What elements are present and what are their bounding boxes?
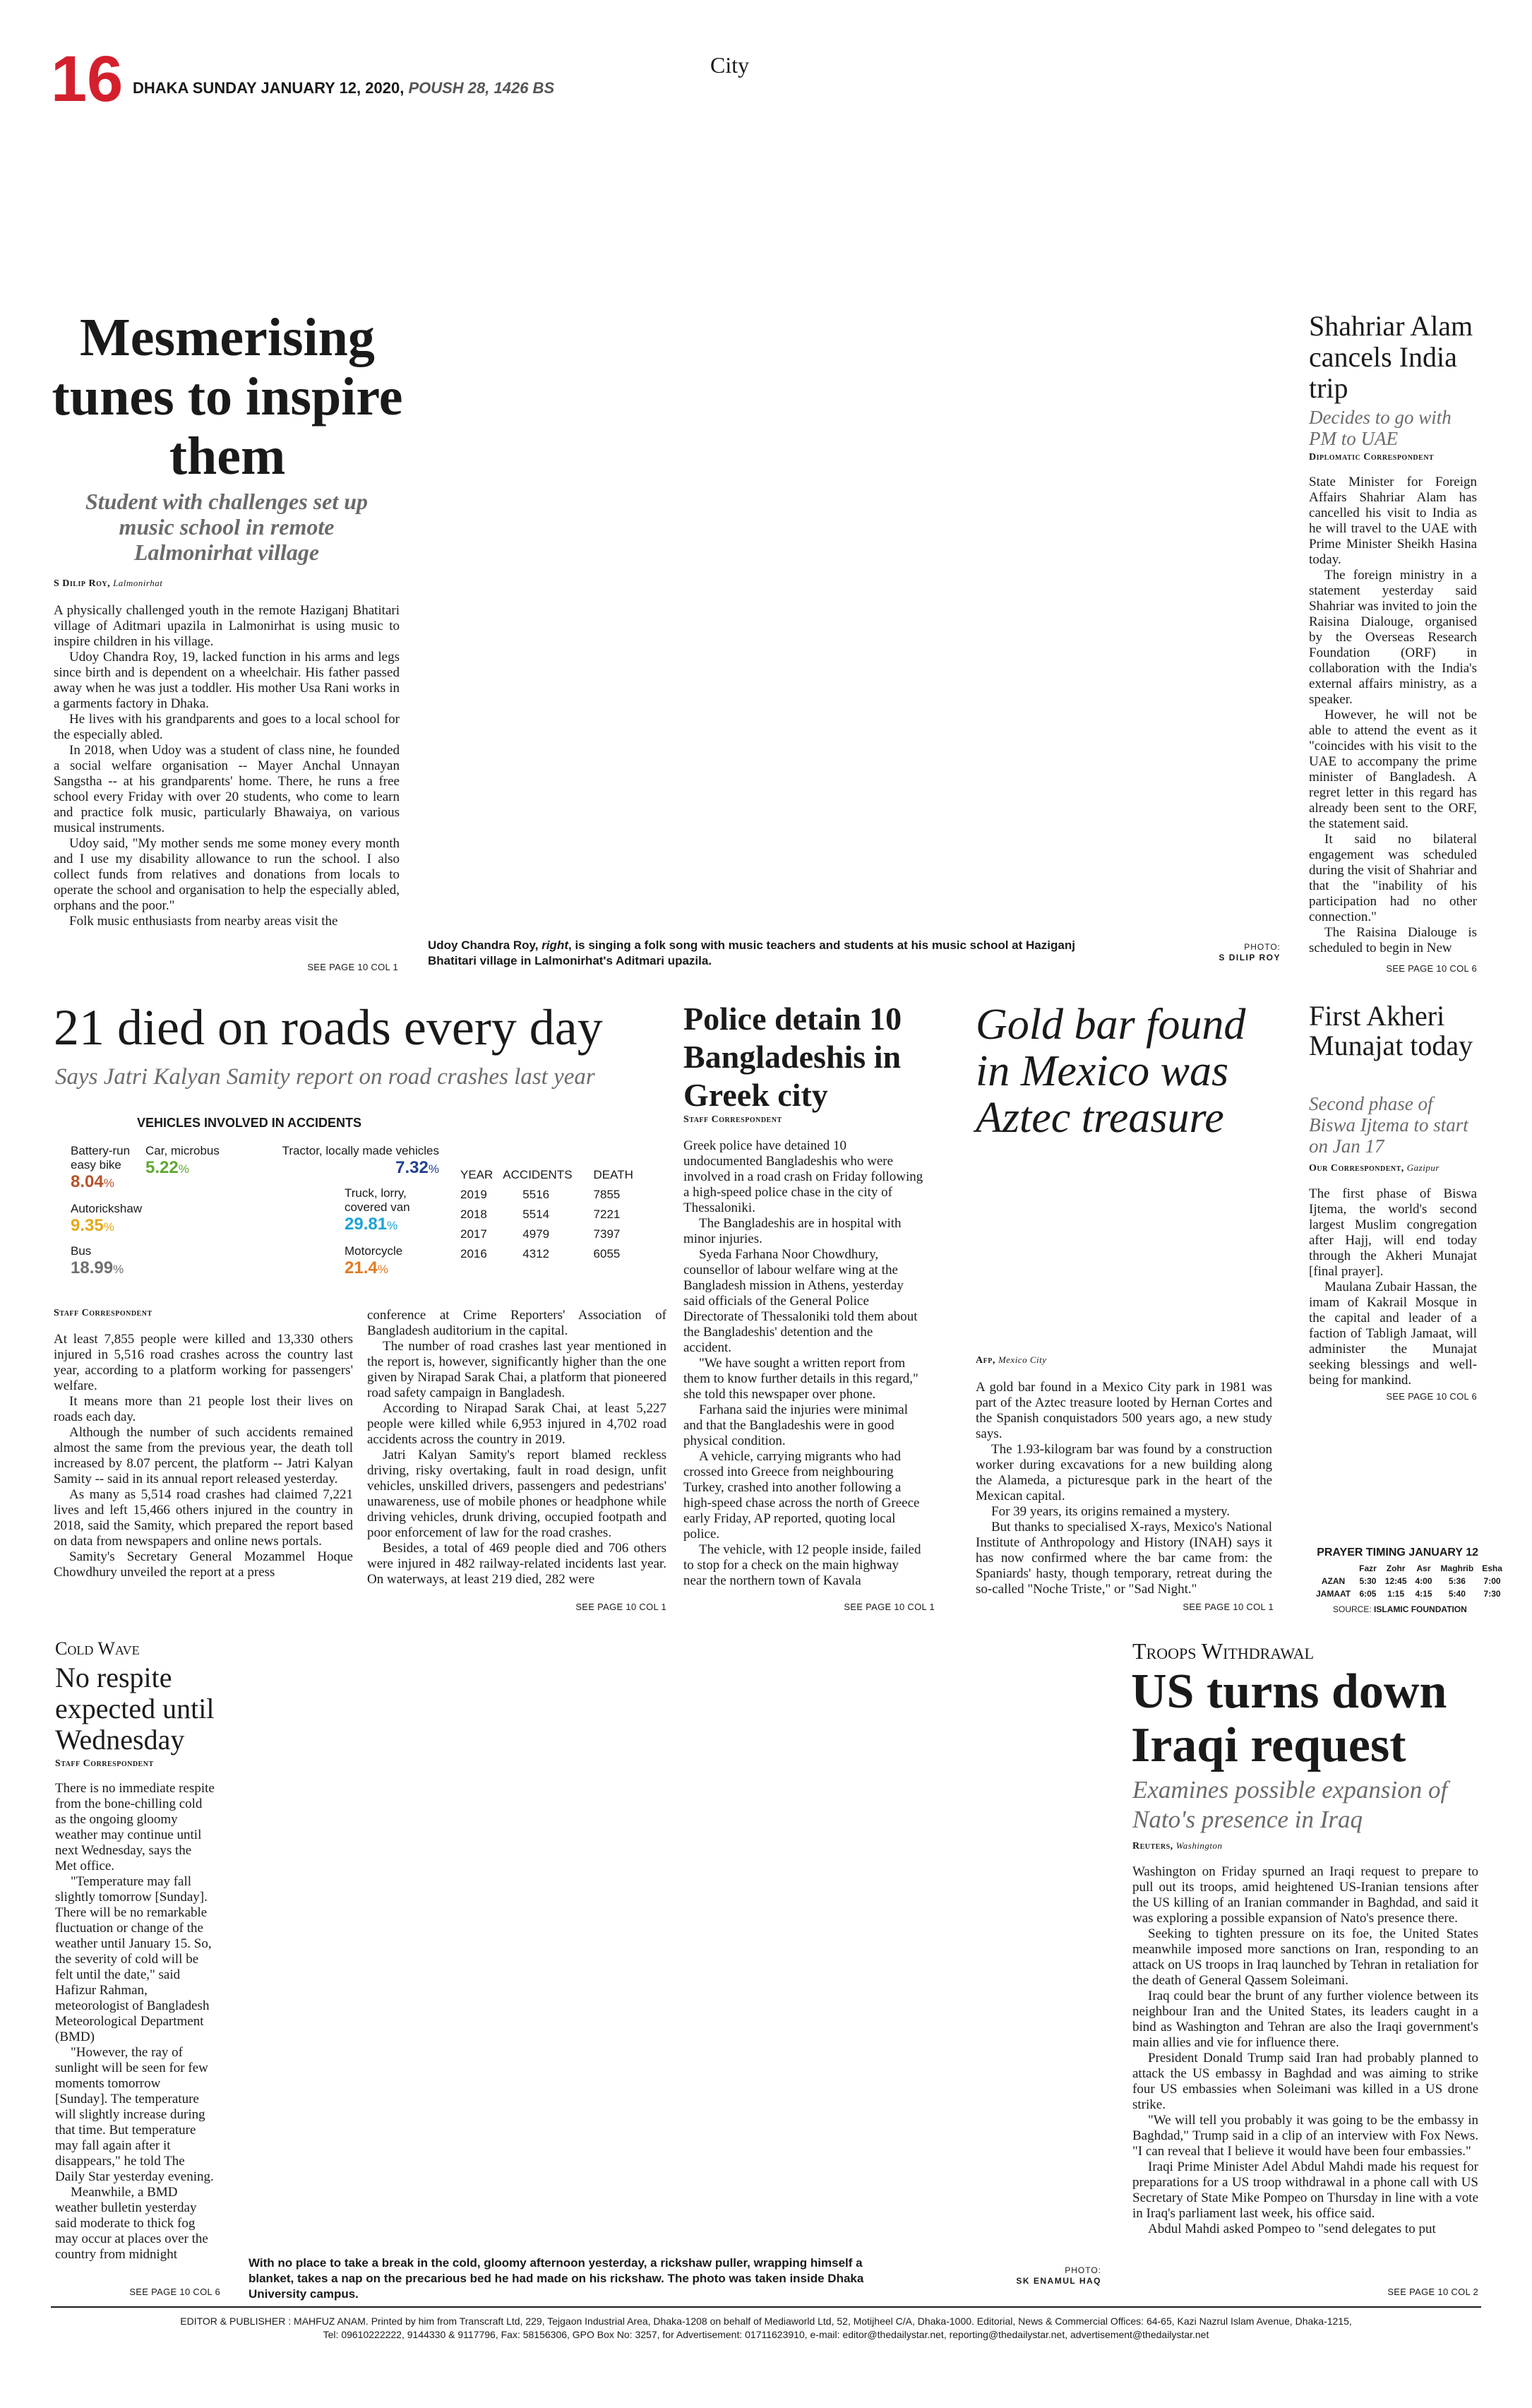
paragraph: The Bangladeshis are in hospital with minor injuries. (683, 1216, 902, 1246)
table-row: 2016 4312 6055 (460, 1247, 621, 1260)
iraq-subhead: Examines possible expansion of Nato's presence in Iraq (1132, 1776, 1448, 1833)
shahriar-see-page: SEE PAGE 10 COL 6 (1386, 963, 1477, 974)
coldwave-see-page: SEE PAGE 10 COL 6 (129, 2287, 220, 2297)
paragraph: "We will tell you probably it was going to be the embassy in Baghdad," Trump said in a clip of an interview with Fox News. "I can reveal that I believe it would have been four embassies." (1132, 2113, 1478, 2159)
gold-body (976, 1380, 1272, 1599)
paragraph: However, he will not be able to attend the event as it "coincides with his visit to the UAE to accompany the prime minister of Bangladesh. A regret letter in this regard has already been sent to the ORF, the statement said. (1309, 708, 1477, 831)
vehicle-stat-autorickshaw (71, 1202, 184, 1236)
caption-italic: right (541, 938, 568, 952)
roads-body-col2 (367, 1308, 666, 1597)
stat-label: Autorickshaw (71, 1202, 143, 1215)
accidents-table (460, 1165, 643, 1264)
table-row: 2017 4979 7397 (460, 1227, 621, 1241)
mesmerising-body (54, 603, 400, 958)
shahriar-body (1309, 475, 1477, 960)
paragraph: Udoy Chandra Roy, 19, lacked function in his arms and legs since birth and is dependent on a wheelchair. His father passed away when he was just a toddler. His mother Usa Rani works in a garments factory in Dhaka. (54, 650, 400, 711)
iraq-byline (1132, 1840, 1415, 1852)
shahriar-headline: Shahriar Alam cancels India trip (1309, 310, 1473, 404)
stat-value: 18.99% (71, 1258, 124, 1277)
credit-name: S DILIP ROY (1219, 953, 1281, 962)
section-title: City (710, 52, 750, 78)
coldwave-kicker: Cold Wave (55, 1638, 140, 1659)
table-header: YEAR (460, 1168, 493, 1181)
paragraph: As many as 5,514 road crashes had claimed 7,221 lives and left 15,466 others injured in the country in 2018, said the Samity, which prepared the report based on data from newspapers and online news portals. (54, 1487, 353, 1549)
roads-see-page: SEE PAGE 10 COL 1 (575, 1602, 666, 1612)
paragraph: A gold bar found in a Mexico City park in 1981 was part of the Aztec treasure looted by Hernan Cortes and the Spanish conquistadors 500 years ago, a new study says. (976, 1380, 1272, 1441)
footer-imprint (51, 2315, 1481, 2342)
akheri-byline (1309, 1162, 1492, 1174)
mesmerising-byline (54, 578, 407, 590)
paragraph: Seeking to tighten pressure on its foe, the United States meanwhile imposed more sanctions on Iran, responding to an attack on US troops in Iraq launched by Tehran in retaliation for the death of General Qassem Soleimani. (1132, 1926, 1478, 1988)
shahriar-byline: Diplomatic Correspondent (1309, 452, 1435, 463)
gold-bar-photo (976, 1158, 1272, 1350)
police-headline: Police detain 10 Bangladeshis in Greek city (683, 1001, 902, 1113)
credit-name: SK ENAMUL HAQ (1016, 2276, 1101, 2286)
iraq-headline: US turns down Iraqi request (1131, 1664, 1447, 1772)
byline-place: Gazipur (1406, 1162, 1440, 1173)
akheri-headline: First Akheri Munajat today (1309, 1000, 1473, 1061)
paragraph: Although the number of such accidents remained almost the same from the previous year, the death toll increased by 8.07 percent, the platform -- Jatri Kalyan Samity -- said in its annual report released yesterday. (54, 1425, 353, 1486)
iraq-body (1132, 1864, 1478, 2284)
music-school-photo (426, 297, 1281, 932)
paragraph: Maulana Zubair Hassan, the imam of Kakrail Mosque in the capital and leader of a faction of Tabligh Jamaat, will administer the Munajat seeking blessings and well-being for mankind. (1309, 1280, 1477, 1388)
credit-label: PHOTO: (1244, 942, 1281, 952)
vehicle-stat-truck (345, 1186, 450, 1234)
paragraph: Iraq could bear the brunt of any further violence between its neighbour Iran and the United States, its leaders caught in a bind as Washington and Tehran are also the Iraqi government's main allies and vie for influence there. (1132, 1989, 1478, 2050)
coldwave-byline: Staff Correspondent (55, 1758, 154, 1769)
paragraph: "Temperature may fall slightly tomorrow [Sunday]. There will be no remarkable fluctuation or change of the weather until January 15. So, the severity of cold will be felt until the date," said Hafizur Rahman, meteorologist of Bangladesh Meteorological Department (BMD) (55, 1874, 212, 2044)
stat-label: Motorcycle (345, 1244, 403, 1258)
paragraph: The first phase of Biswa Ijtema, the world's second largest Muslim congregation after Hajj, will end today through the Akheri Munajat [final prayer]. (1309, 1186, 1477, 1279)
paragraph: But thanks to specialised X-rays, Mexico's National Institute of Anthropology and History (INAH) says it has now confirmed where the bar came from: the Spaniards' hasty, though temporary, retreat during the so-called "Noche Triste," or "Sad Night." (976, 1520, 1272, 1597)
coldwave-body (55, 1781, 216, 2282)
paragraph: According to Nirapad Sarak Chai, at least 5,227 people were killed while 6,953 injured in 4,702 road accidents across the country in 2019. (367, 1401, 666, 1447)
page-number: 16 (51, 43, 124, 115)
rickshaw-photo-credit (960, 2265, 1101, 2287)
akheri-body (1309, 1186, 1477, 1388)
table-row: 2019 5516 7855 (460, 1188, 621, 1201)
paragraph: Washington on Friday spurned an Iraqi request to prepare to pull out its troops, amid heightened US-Iranian tensions after the US killing of an Iranian commander in Baghdad, and said it was exploring a possible expansion of Nato's presence there. (1132, 1864, 1478, 1926)
paragraph: A vehicle, carrying migrants who had crossed into Greece from neighbouring Turkey, crashed into another following a high-speed chase across the north of Greece early Friday, AP reported, quoting local police. (683, 1449, 920, 1542)
paragraph: There is no immediate respite from the bone-chilling cold as the ongoing gloomy weather may continue until next Wednesday, says the Met office. (55, 1781, 215, 1873)
prayer-jamaat-row: JAMAAT 6:05 1:15 4:15 5:40 7:30 (1316, 1589, 1501, 1599)
iraq-see-page: SEE PAGE 10 COL 2 (1387, 2287, 1478, 2297)
paragraph: State Minister for Foreign Affairs Shahriar Alam has cancelled his visit to India as he will travel to the UAE with Prime Minister Sheikh Hasina today. (1309, 475, 1477, 567)
footer-line1: EDITOR & PUBLISHER : MAHFUZ ANAM. Printed by him from Transcraft Ltd, 229, Tejgaon Industrial Area, Dhaka-1208 on behalf of Mediaworld Ltd, 52, Motijheel C/A, Dhaka-1000. Editorial, News & Commercial Offices: 64-65, Kazi Nazrul Islam Avenue, Dhaka-1215, (180, 2315, 1352, 2327)
vehicle-stat-easybike (71, 1144, 155, 1192)
stat-value: 7.32% (395, 1158, 439, 1177)
paragraph: The Raisina Dialouge is scheduled to begin in New (1309, 925, 1477, 955)
paragraph: Besides, a total of 469 people died and 706 others were injured in 482 railway-related incidents last year. On waterways, at least 219 died, 282 were (367, 1541, 666, 1587)
paragraph: The foreign ministry in a statement yesterday said Shahriar was invited to join the Raisina Dialouge, organised by the Overseas Research Foundation (ORF) in collaboration with the India's external affairs ministry, as a speaker. (1309, 568, 1477, 707)
paragraph: The vehicle, with 12 people inside, failed to stop for a check on the main highway near the northern town of Kavala (683, 1542, 921, 1588)
paragraph: Iraqi Prime Minister Adel Abdul Mahdi made his request for preparations for a US troop withdrawal in a phone call with US Secretary of State Mike Pompeo on Thursday in line with a vote in Iraq's parliament last week, his office said. (1132, 2159, 1478, 2221)
paragraph: Farhana said the injuries were minimal and that the Bangladeshis were in good physical condition. (683, 1402, 908, 1448)
paragraph: It means more than 21 people lost their lives on roads each day. (54, 1394, 353, 1424)
paragraph: Abdul Mahdi asked Pompeo to "send delegates to put (1148, 2222, 1436, 2236)
rickshaw-photo (247, 1631, 1106, 2253)
table-header-row (460, 1165, 643, 1185)
akheri-subhead: Second phase of Biswa Ijtema to start on Jan 17 (1309, 1093, 1468, 1157)
vehicle-stat-car (145, 1144, 251, 1178)
paragraph: Jatri Kalyan Samity's report blamed reckless driving, risky overtaking, fault in road design, unfit vehicles, unskilled drivers, passengers and pedestrians' unawareness, use of mobile phones or headphone while driving vehicles, drunk driving, occupied footpath and poor enforcement of law for the road crashes. (367, 1448, 666, 1540)
paragraph: The number of road crashes last year mentioned in the report is, however, significantly higher than the one given by Nirapad Sarak Chai, a platform that pioneered road safety campaign in Bangladesh. (367, 1339, 666, 1400)
gold-byline (976, 1354, 1258, 1366)
roads-headline: 21 died on roads every day (54, 999, 603, 1056)
infographic-title: VEHICLES INVOLVED IN ACCIDENTS (137, 1116, 362, 1130)
vehicle-stat-motorcycle (345, 1244, 450, 1278)
akheri-see-page: SEE PAGE 10 COL 6 (1386, 1391, 1477, 1402)
paragraph: At least 7,855 people were killed and 13,330 others injured in 5,516 road crashes across the country last year, according to a platform working for passengers' welfare. (54, 1332, 353, 1393)
caption-bold: Udoy Chandra Roy, (428, 938, 539, 952)
paragraph: Syeda Farhana Noor Chowdhury, counsellor of labour welfare wing at the Bangladesh mission in Athens, yesterday said officials of the General Police Directorate of Thessaloniki told them about the Bangladeshis' detention and the accident. (683, 1247, 918, 1355)
byline-place: Mexico City (998, 1354, 1047, 1365)
music-photo-caption (428, 938, 1077, 969)
prayer-table (1312, 1562, 1507, 1600)
mesmerising-headline: Mesmerising tunes to inspire them (52, 308, 403, 486)
caption-rest: , is singing a folk song with music teachers and students at his music school at Haziganj Bhatitari village in Lalmonirhat's Aditmari upazila. (428, 938, 1075, 967)
table-header: DEATH (593, 1168, 633, 1181)
paragraph: "We have sought a written report from them to know further details in this regard," she told this newspaper over phone. (683, 1356, 918, 1402)
credit-label: PHOTO: (1065, 2265, 1101, 2275)
prayer-azan-row: AZAN 5:30 12:45 4:00 5:36 7:00 (1321, 1576, 1501, 1586)
paragraph: "However, the ray of sunlight will be seen for few moments tomorrow [Sunday]. The temperature will slightly increase during that time. But temperature may fall again after it disappears," he told The Daily Star yesterday evening. (55, 2045, 214, 2184)
paragraph: President Donald Trump said Iran had probably planned to attack the US embassy in Baghdad and was aiming to strike four US embassies when Soleimani was killed in a US drone strike. (1132, 2051, 1478, 2112)
paragraph: In 2018, when Udoy was a student of class nine, he founded a social welfare organisation -- Mayer Anchal Unnayan Sangstha -- at his grandparents' home. There, he runs a free school every Friday with over 20 students, who come to learn and practice folk music, particularly Bhawaiya, on various musical instruments. (54, 743, 400, 835)
stat-value: 5.22% (145, 1158, 189, 1177)
prayer-timing-box (1312, 1546, 1502, 1614)
table-row: 2018 5514 7221 (460, 1208, 621, 1221)
music-photo-credit (1130, 942, 1281, 963)
stat-label: Truck, lorry, covered van (345, 1186, 410, 1214)
stat-label: Bus (71, 1244, 92, 1258)
iraq-kicker: Troops Withdrawal (1132, 1638, 1315, 1664)
police-see-page: SEE PAGE 10 COL 1 (844, 1602, 935, 1612)
roads-byline: Staff Correspondent (54, 1308, 152, 1318)
paragraph: For 39 years, its origins remained a mystery. (991, 1504, 1231, 1519)
shahriar-subhead: Decides to go with PM to UAE (1309, 407, 1452, 449)
byline-place: Washington (1175, 1840, 1223, 1851)
byline-name: S Dilip Roy, (54, 578, 111, 589)
paragraph: It said no bilateral engagement was scheduled during the visit of Shahriar and that the "inability of his participation had no other connection." (1309, 832, 1477, 924)
paragraph: The 1.93-kilogram bar was found by a construction worker during excavations for a new building along the Alameda, a picturesque park in the heart of the Mexican capital. (976, 1442, 1272, 1503)
stat-value: 21.4% (345, 1258, 388, 1277)
prayer-source: SOURCE: ISLAMIC FOUNDATION (1333, 1604, 1467, 1614)
bengali-date: POUSH 28, 1426 BS (408, 79, 555, 97)
rickshaw-photo-caption: With no place to take a break in the cold, gloomy afternoon yesterday, a rickshaw puller, wrapping himself a blanket, takes a nap on the precarious bed he had made on his rickshaw. The photo was taken inside Dhaka University campus. (249, 2256, 864, 2301)
stat-value: 29.81% (345, 1215, 398, 1234)
paragraph: He lives with his grandparents and goes to a local school for the especially abled. (54, 712, 400, 742)
mesmerising-subhead: Student with challenges set up music school in remote Lalmonirhat village (85, 489, 369, 565)
date-text: DHAKA SUNDAY JANUARY 12, 2020, (133, 79, 405, 97)
byline-place: Lalmonirhat (113, 578, 163, 588)
stat-label: Car, microbus (145, 1144, 220, 1157)
footer-line2: Tel: 09610222222, 9144330 & 9117796, Fax: 58156306, GPO Box No: 3257, for Advertisement: 01711623910, e-mail: editor@thedailystar.net, reporting@thedailystar.net, advertisement@thedailystar.net (323, 2329, 1209, 2340)
paragraph: Meanwhile, a BMD weather bulletin yesterday said moderate to thick fog may occur at places over the country from midnight (55, 2185, 208, 2262)
gold-see-page: SEE PAGE 10 COL 1 (1183, 1602, 1274, 1612)
paragraph: Samity's Secretary General Mozammel Hoque Chowdhury unveiled the report at a press (54, 1549, 353, 1580)
byline-name: Afp, (976, 1355, 995, 1366)
police-body (683, 1138, 923, 1597)
paragraph: conference at Crime Reporters' Association of Bangladesh auditorium in the capital. (367, 1308, 666, 1338)
footer-rule (51, 2306, 1481, 2308)
stat-value: 8.04% (71, 1172, 114, 1191)
paragraph: Folk music enthusiasts from nearby areas visit the (69, 914, 338, 929)
coldwave-headline: No respite expected until Wednesday (55, 1662, 215, 1756)
paragraph: Udoy said, "My mother sends me some money every month and I use my disability allowance to run the school. I also collect funds from relatives and donations from locals to operate the school and organisation to help the especially abled, orphans and the poor." (54, 836, 400, 913)
police-byline: Staff Correspondent (683, 1114, 782, 1125)
prayer-title: PRAYER TIMING JANUARY 12 (1317, 1546, 1478, 1558)
date-line (133, 79, 554, 97)
table-header: ACCIDENTS (503, 1168, 573, 1181)
byline-name: Our Correspondent, (1309, 1163, 1404, 1174)
prayer-header-row: Fazr Zohr Asr Maghrib Esha (1359, 1563, 1502, 1573)
roads-subhead: Says Jatri Kalyan Samity report on road crashes last year (55, 1064, 595, 1090)
gold-headline: Gold bar found in Mexico was Aztec treasure (976, 1001, 1246, 1142)
byline-name: Reuters, (1132, 1841, 1173, 1852)
stat-label: Tractor, locally made vehicles (282, 1144, 439, 1157)
paragraph: Greek police have detained 10 undocumented Bangladeshis who were involved in a road crash on Friday following a high-speed police chase in the city of Thessaloniki. (683, 1138, 923, 1215)
vehicle-stat-bus (71, 1244, 155, 1278)
mesmerising-see-page: SEE PAGE 10 COL 1 (307, 962, 398, 972)
vehicle-stat-tractor (270, 1144, 439, 1178)
stat-label: Battery-run easy bike (71, 1144, 131, 1172)
roads-body-col1 (54, 1332, 353, 1621)
stat-value: 9.35% (71, 1216, 114, 1235)
paragraph: A physically challenged youth in the remote Haziganj Bhatitari village of Aditmari upazila in Lalmonirhat is using music to inspire children in his village. (54, 603, 400, 649)
